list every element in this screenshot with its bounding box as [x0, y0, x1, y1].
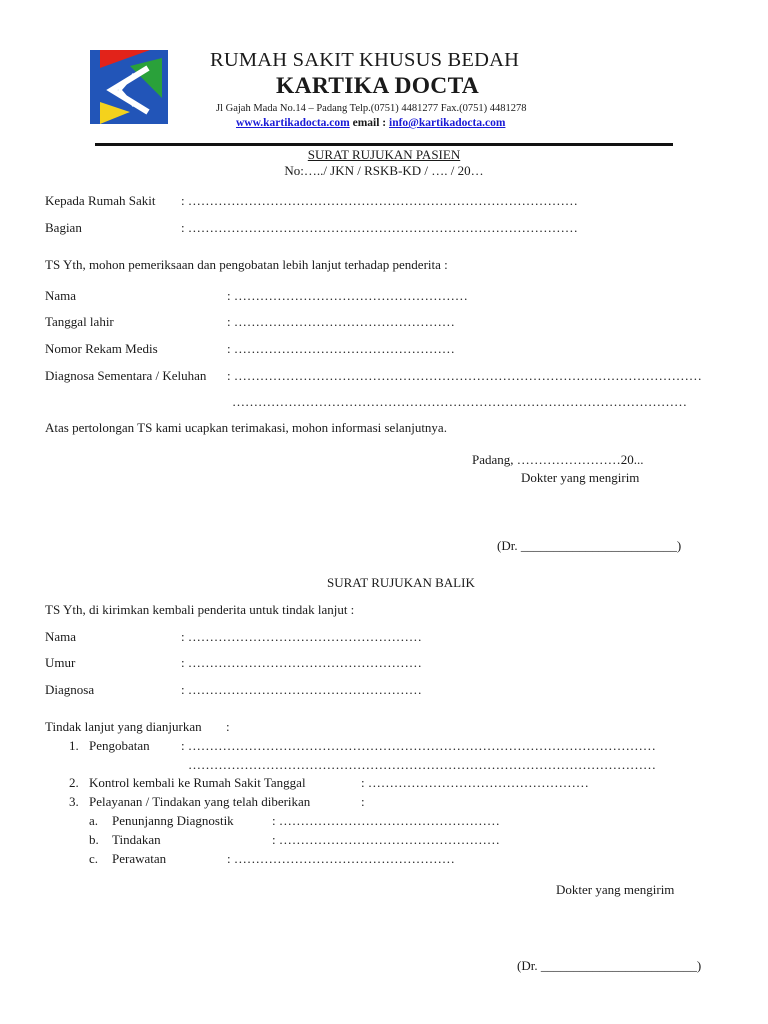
diagnostic-support-label: Penunjanng Diagnostik — [112, 813, 234, 828]
hospital-address: Jl Gajah Mada No.14 – Padang Telp.(0751) 4481277 Fax.(0751) 4481278 — [216, 103, 527, 114]
subitem-c-letter: c. — [89, 851, 99, 866]
procedure-field[interactable]: : …………………………………………… — [272, 832, 500, 847]
care-label: Perawatan — [112, 851, 167, 866]
diagnosis-label: Diagnosa Sementara / Keluhan — [45, 368, 207, 383]
reply-intro: TS Yth, di kirimkan kembali penderita untuk tindak lanjut : — [45, 602, 355, 617]
medical-record-field[interactable]: : …………………………………………… — [227, 341, 455, 356]
website-link[interactable]: www.kartikadocta.com — [236, 117, 350, 129]
procedure-label: Tindakan — [112, 832, 161, 847]
care-field[interactable]: : …………………………………………… — [227, 851, 455, 866]
item-3-number: 3. — [69, 794, 79, 809]
subitem-a-letter: a. — [89, 813, 99, 828]
services-colon: : — [361, 794, 365, 809]
referral-title: SURAT RUJUKAN PASIEN — [307, 147, 461, 162]
diagnosis-field[interactable]: : ……………………………………………………………………………………………… — [227, 368, 702, 383]
reply-sender-label: Dokter yang mengirim — [556, 882, 675, 897]
referral-number: No:…../ JKN / RSKB-KD / …. / 20… — [284, 163, 484, 178]
reply-diagnosis-label: Diagnosa — [45, 682, 95, 697]
patient-name-label: Nama — [45, 288, 77, 303]
doctor-signature: (Dr. ________________________) — [497, 538, 682, 553]
reply-diagnosis-field[interactable]: : ……………………………………………… — [181, 682, 422, 697]
birth-date-label: Tanggal lahir — [45, 314, 114, 329]
control-date-field[interactable]: : …………………………………………… — [361, 775, 589, 790]
place-date: Padang, ……………………20... — [472, 452, 644, 467]
reply-title: SURAT RUJUKAN BALIK — [327, 575, 475, 590]
treatment-field[interactable]: : ……………………………………………………………………………………………… — [181, 738, 656, 753]
patient-name-field[interactable]: : ……………………………………………… — [227, 288, 468, 303]
item-1-number: 1. — [69, 738, 79, 753]
sender-label: Dokter yang mengirim — [521, 470, 640, 485]
reply-doctor-signature: (Dr. ________________________) — [517, 958, 702, 973]
header-divider — [95, 143, 673, 146]
referral-closing: Atas pertolongan TS kami ucapkan terimakasi, mohon informasi selanjutnya. — [45, 420, 447, 435]
department-field[interactable]: : ……………………………………………………………………………… — [181, 220, 578, 235]
email-label: email : — [352, 117, 387, 129]
reply-age-label: Umur — [45, 655, 76, 670]
diagnosis-field-line2[interactable]: …………………………………………………………………………………………… — [232, 394, 687, 409]
medical-record-label: Nomor Rekam Medis — [45, 341, 158, 356]
treatment-field-line2[interactable]: ……………………………………………………………………………………………… — [188, 757, 656, 772]
hospital-type: RUMAH SAKIT KHUSUS BEDAH — [210, 49, 520, 71]
to-hospital-field[interactable]: : ……………………………………………………………………………… — [181, 193, 578, 208]
department-label: Bagian — [45, 220, 82, 235]
control-date-label: Kontrol kembali ke Rumah Sakit Tanggal — [89, 775, 306, 790]
treatment-label: Pengobatan — [89, 738, 150, 753]
contact-line — [236, 117, 505, 129]
hospital-logo — [90, 50, 168, 124]
diagnostic-support-field[interactable]: : …………………………………………… — [272, 813, 500, 828]
hospital-name: KARTIKA DOCTA — [276, 73, 480, 99]
services-label: Pelayanan / Tindakan yang telah diberikan — [89, 794, 311, 809]
reply-age-field[interactable]: : ……………………………………………… — [181, 655, 422, 670]
reply-name-label: Nama — [45, 629, 77, 644]
subitem-b-letter: b. — [89, 832, 99, 847]
birth-date-field[interactable]: : …………………………………………… — [227, 314, 455, 329]
item-2-number: 2. — [69, 775, 79, 790]
referral-intro: TS Yth, mohon pemeriksaan dan pengobatan lebih lanjut terhadap penderita : — [45, 257, 448, 272]
to-hospital-label: Kepada Rumah Sakit — [45, 193, 156, 208]
followup-label: Tindak lanjut yang dianjurkan — [45, 719, 202, 734]
reply-name-field[interactable]: : ……………………………………………… — [181, 629, 422, 644]
followup-colon: : — [226, 719, 230, 734]
email-link[interactable]: info@kartikadocta.com — [389, 117, 506, 129]
